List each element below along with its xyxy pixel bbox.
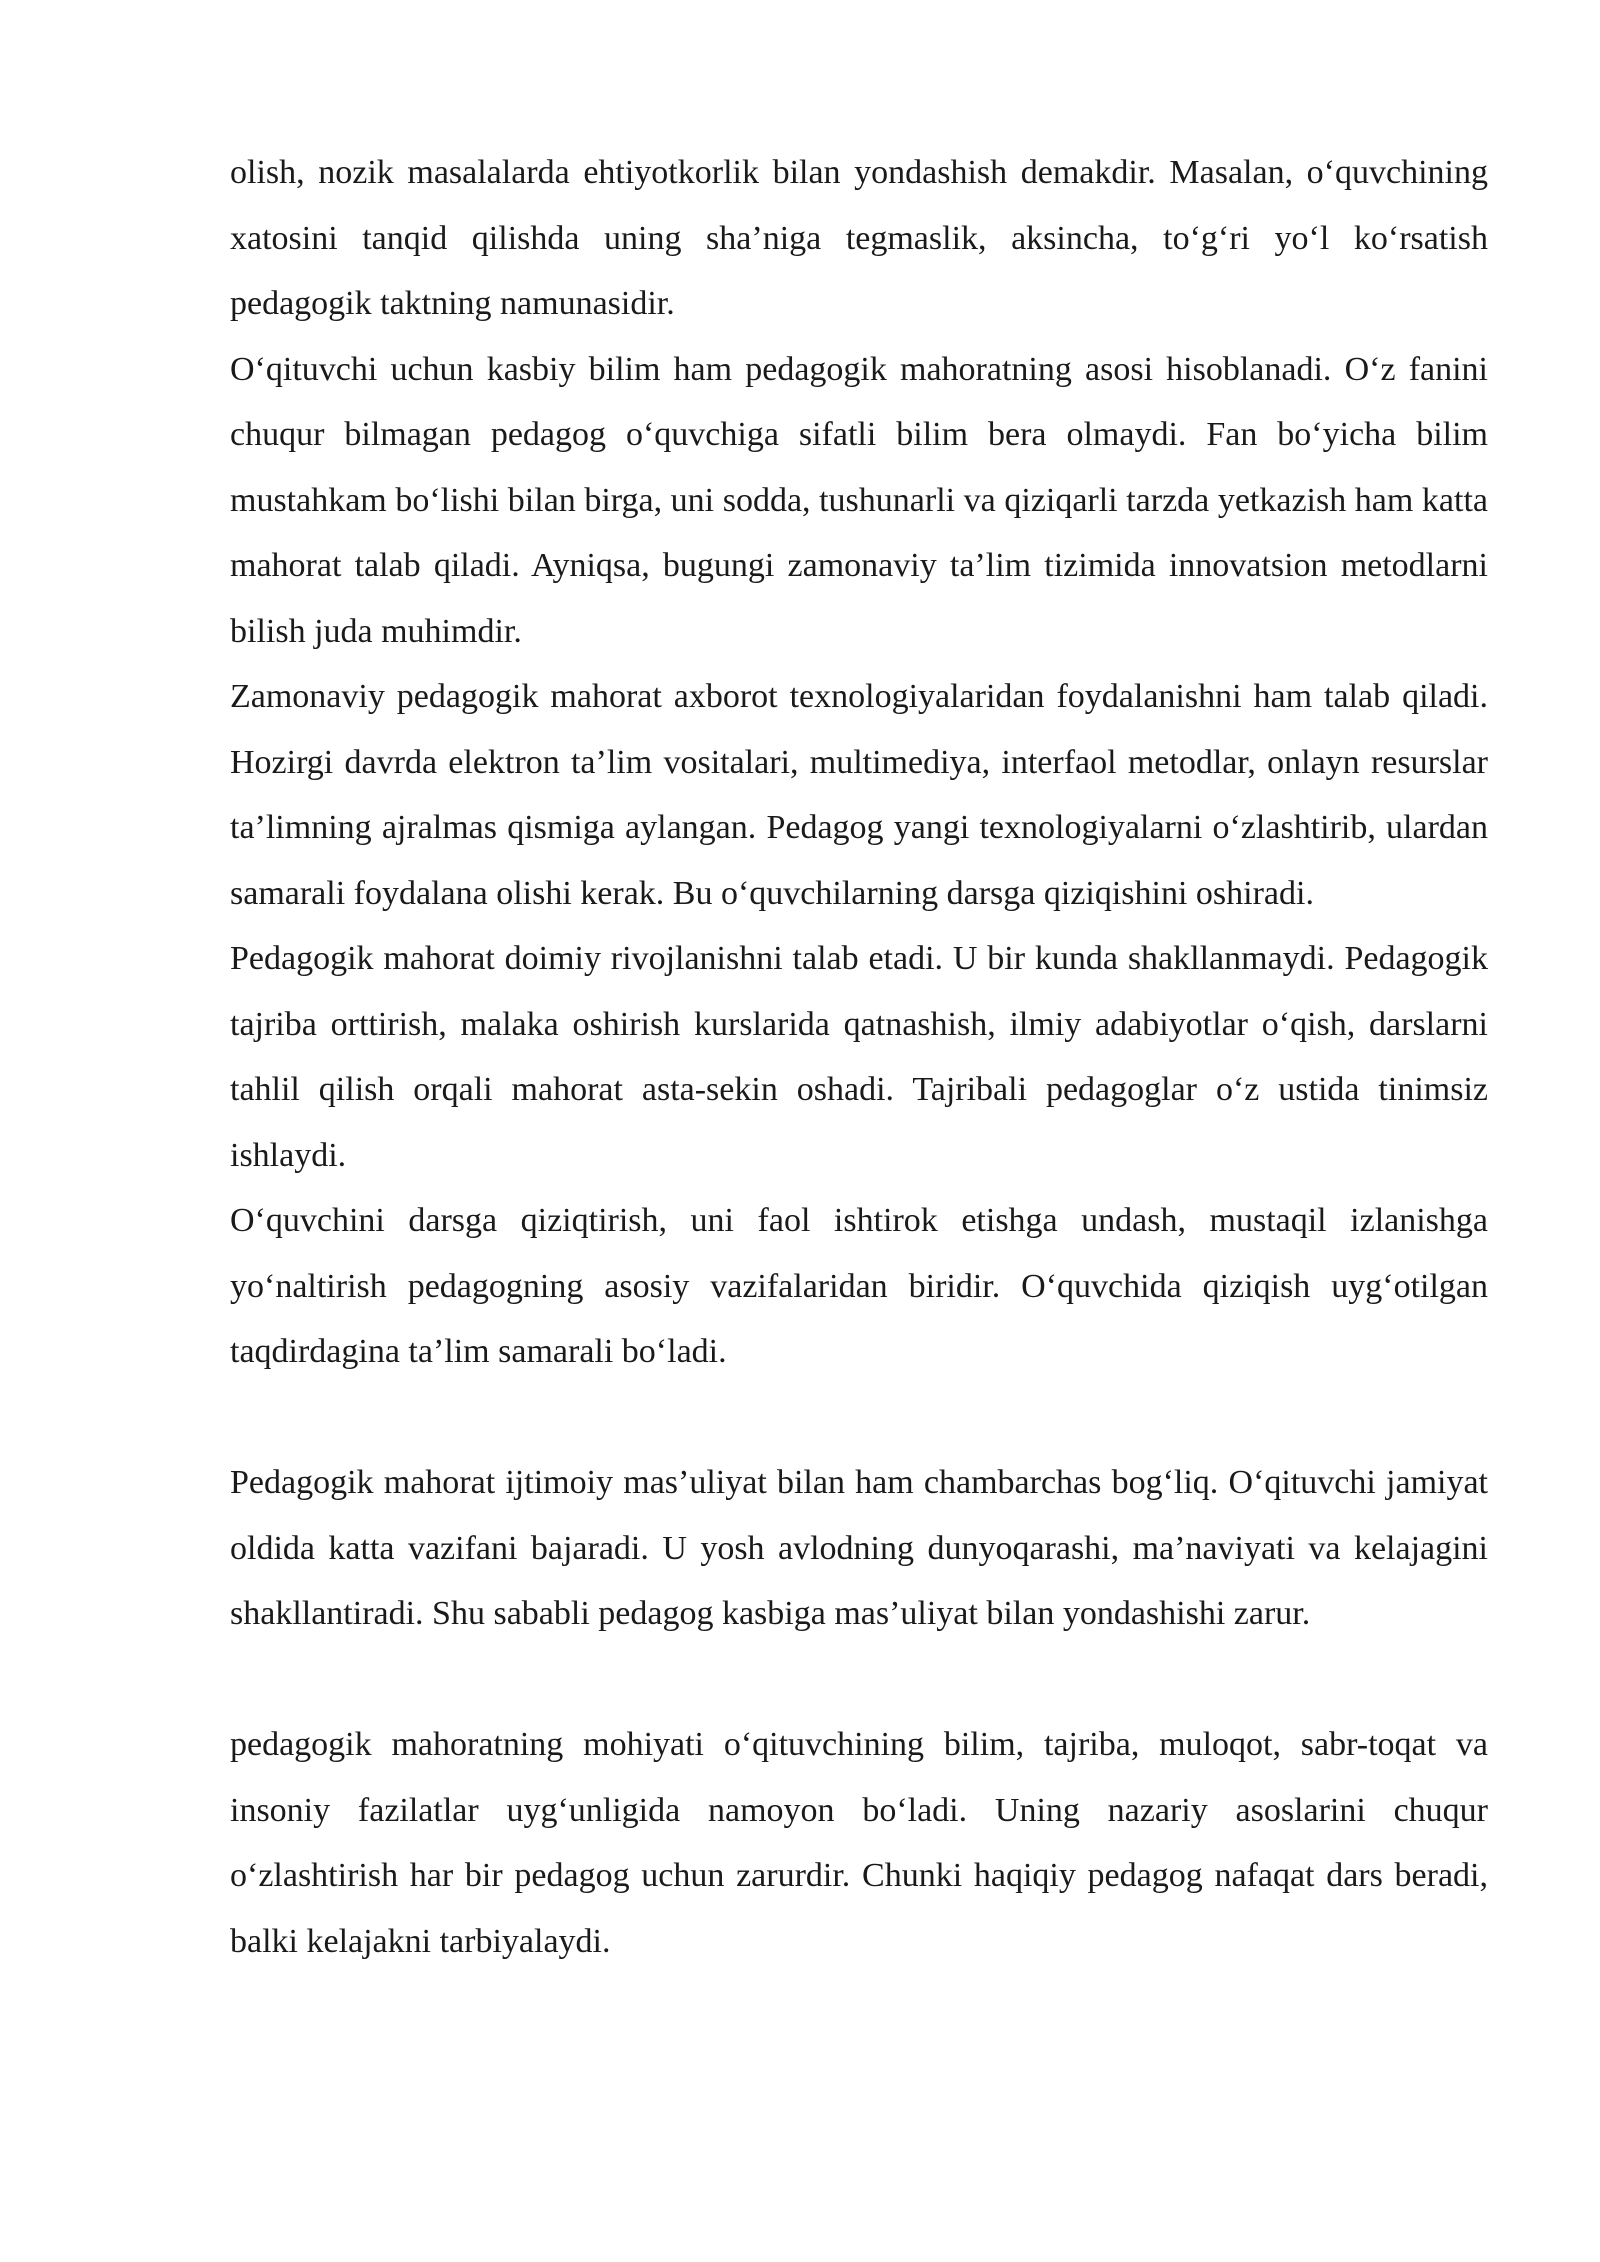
blank-line	[230, 1385, 1488, 1451]
paragraph-4: Pedagogik mahorat doimiy rivojlanishni talab etadi. U bir kunda shakllanmaydi. Pedagogik tajriba orttirish, malaka oshirish kurslarida qatnashish, ilmiy adabiyotlar oʻqish, darslarni tahlil qilish orqali mahorat asta-sekin oshadi. Tajribali pedagoglar oʻz ustida tinimsiz ishlaydi.	[230, 940, 1488, 1174]
paragraph-7: pedagogik mahoratning mohiyati oʻqituvchining bilim, tajriba, muloqot, sabr-toqat va insoniy fazilatlar uygʻunligida namoyon boʻladi. Uning nazariy asoslarini chuqur oʻzlashtirish har bir pedagog uchun zarurdir. Chunki haqiqiy pedagog nafaqat dars beradi, balki kelajakni tarbiyalaydi.	[230, 1726, 1488, 1960]
paragraph-3: Zamonaviy pedagogik mahorat axborot texnologiyalaridan foydalanishni ham talab qiladi. Hozirgi davrda elektron ta’lim vositalari, multimediya, interfaol metodlar, onlayn resurslar ta’limning ajralmas qismiga aylangan. Pedagog yangi texnologiyalarni oʻzlashtirib, ulardan samarali foydalana olishi kerak. Bu oʻquvchilarning darsga qiziqishini oshiradi.	[230, 678, 1488, 912]
paragraph-1: olish, nozik masalalarda ehtiyotkorlik bilan yondashish demakdir. Masalan, oʻquvchining xatosini tanqid qilishda uning sha’niga tegmaslik, aksincha, toʻgʻri yoʻl koʻrsatish pedagogik taktning namunasidir.	[230, 154, 1488, 322]
blank-line	[230, 1647, 1488, 1713]
paragraph-6: Pedagogik mahorat ijtimoiy mas’uliyat bilan ham chambarchas bogʻliq. Oʻqituvchi jamiyat oldida katta vazifani bajaradi. U yosh avlodning dunyoqarashi, ma’naviyati va kelajagini shakllantiradi. Shu sababli pedagog kasbiga mas’uliyat bilan yondashishi zarur.	[230, 1464, 1488, 1632]
document-body	[230, 140, 1488, 1974]
paragraph-2: Oʻqituvchi uchun kasbiy bilim ham pedagogik mahoratning asosi hisoblanadi. Oʻz fanini chuqur bilmagan pedagog oʻquvchiga sifatli bilim bera olmaydi. Fan boʻyicha bilim mustahkam boʻlishi bilan birga, uni sodda, tushunarli va qiziqarli tarzda yetkazish ham katta mahorat talab qiladi. Ayniqsa, bugungi zamonaviy ta’lim tizimida innovatsion metodlarni bilish juda muhimdir.	[230, 350, 1488, 650]
paragraph-5: Oʻquvchini darsga qiziqtirish, uni faol ishtirok etishga undash, mustaqil izlanishga yoʻnaltirish pedagogning asosiy vazifalaridan biridir. Oʻquvchida qiziqish uygʻotilgan taqdirdagina ta’lim samarali boʻladi.	[230, 1202, 1488, 1370]
